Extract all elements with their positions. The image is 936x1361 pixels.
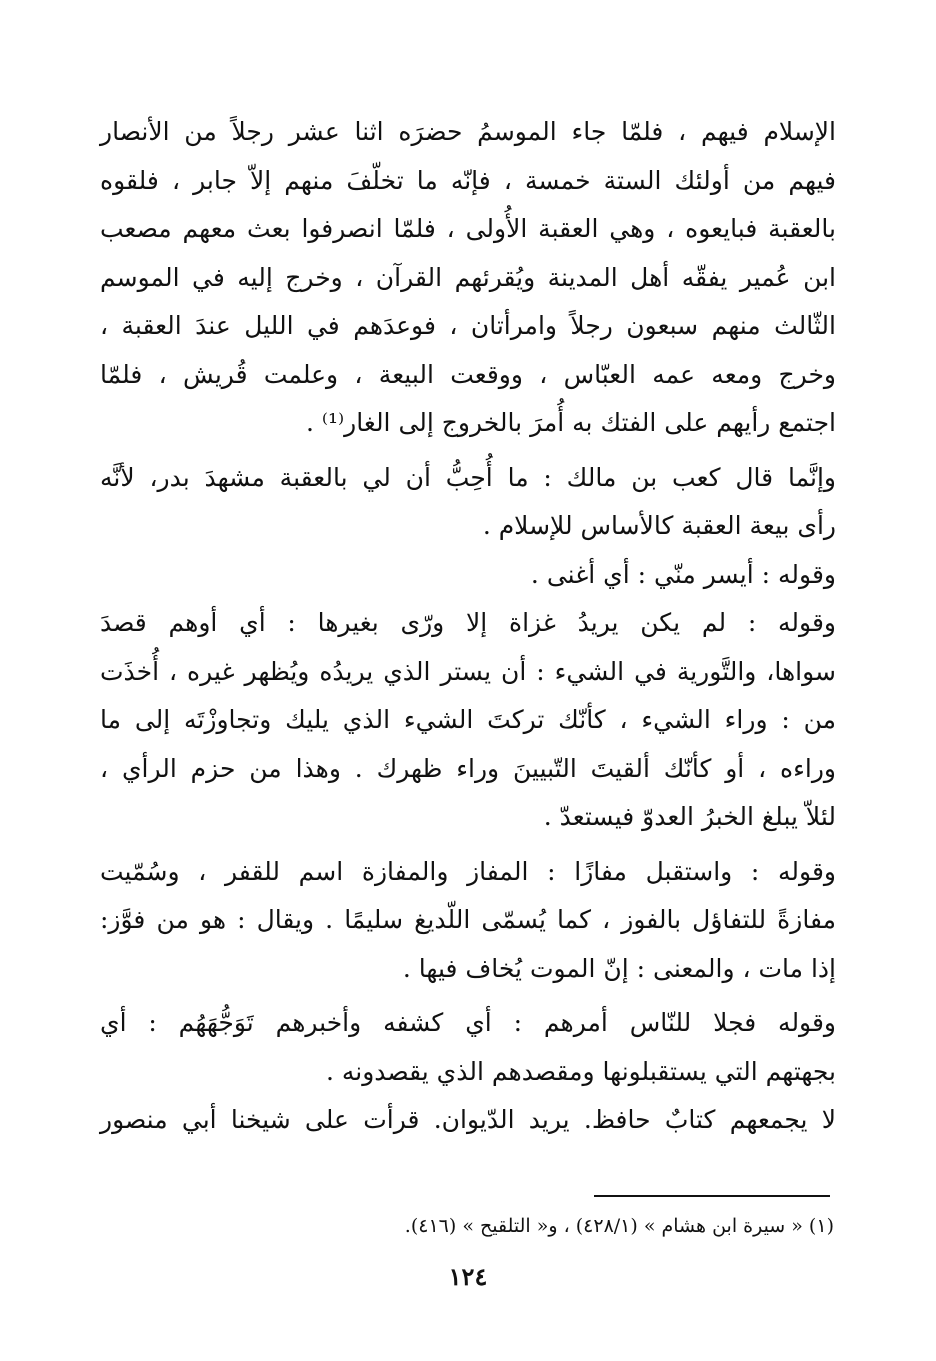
text-line: وقوله : واستقبل مفازًا : المفاز والمفازة اسم للقفر ، وسُمّيت — [100, 856, 836, 886]
text-line: سواها، والتَّورية في الشيء : أن يستر الذي يريدُه ويُظهر غيره ، أُخذَت — [100, 656, 836, 686]
text-line: وإنَّما قال كعب بن مالك : ما أُحِبُّ أن لي بالعقبة مشهدَ بدر، لأنَّه — [100, 462, 836, 492]
footnote: (١) « سيرة ابن هشام » (٤٢٨/١) ، و« التلقيح » (٤١٦). — [404, 1215, 834, 1237]
text-line: فيهم من أولئك الستة خمسة ، فإنّه ما تخلّفَ منهم إلاّ جابر ، فلقوه — [100, 165, 836, 195]
page-number: ١٢٤ — [448, 1262, 488, 1291]
text-line: من : وراء الشيء ، كأنّك تركتَ الشيء الذي يليك وتجاوزْتَه إلى ما — [100, 705, 836, 734]
text-line: لا يجمعهم كتابٌ حافظ. يريد الدّيوان. قرأت على شيخنا أبي منصور — [100, 1105, 836, 1134]
text-line: وقوله : أيسر منّي : أي أغنى . — [530, 559, 836, 589]
text-line: وخرج ومعه عمه العبّاس ، ووقعت البيعة ، وعلمت قُريش ، فلمّا — [100, 359, 836, 389]
text-line: وراءه ، أو كأنّك ألقيتَ التّبيينَ وراء ظهرك . وهذا من حزم الرأي ، — [100, 753, 836, 783]
text-line: الثّالث منهم سبعون رجلاً وامرأتان ، فوعدَهم في الليل عندَ العقبة ، — [100, 311, 836, 340]
footnote-divider — [594, 1195, 830, 1197]
text-line: بجهتهم التي يستقبلونها ومقصدهم الذي يقصدونه . — [325, 1056, 836, 1086]
text-line: إذا مات ، والمعنى : إنّ الموت يُخاف فيها . — [402, 953, 836, 983]
text-line: ابن عُمير يفقّه أهل المدينة ويُقرئهم القرآن ، وخرج إليه في الموسم — [100, 262, 836, 292]
text-line: وقوله فجلا للنّاس أمرهم : أي كشفه وأخبرهم تَوَجُّهَهُم : أي — [100, 1008, 836, 1037]
text-line: بالعقبة فبايعوه ، وهي العقبة الأُولى ، فلمّا انصرفوا بعث معهم مصعب — [100, 214, 836, 243]
text-line: الإسلام فيهم ، فلمّا جاء الموسمُ حضرَه اثنا عشر رجلاً من الأنصار — [100, 117, 836, 146]
text-line: مفازةً للتفاؤل بالفوز ، كما يُسمّى اللّديغ سليمًا . ويقال : هو من فوَّز: — [100, 905, 836, 934]
text-line: لئلاّ يبلغ الخبرُ العدوّ فيستعدّ . — [543, 802, 836, 831]
text-line: رأى بيعة العقبة كالأساس للإسلام . — [482, 511, 836, 540]
text-line: اجتمع رأيهم على الفتك به أُمرَ بالخروج إلى الغار⁽¹⁾ . — [305, 408, 836, 437]
text-line: وقوله : لم يكن يريدُ غزاة إلا ورّى بغيرها : أي أوهم قصدَ — [100, 608, 836, 637]
main-text — [100, 108, 836, 1145]
